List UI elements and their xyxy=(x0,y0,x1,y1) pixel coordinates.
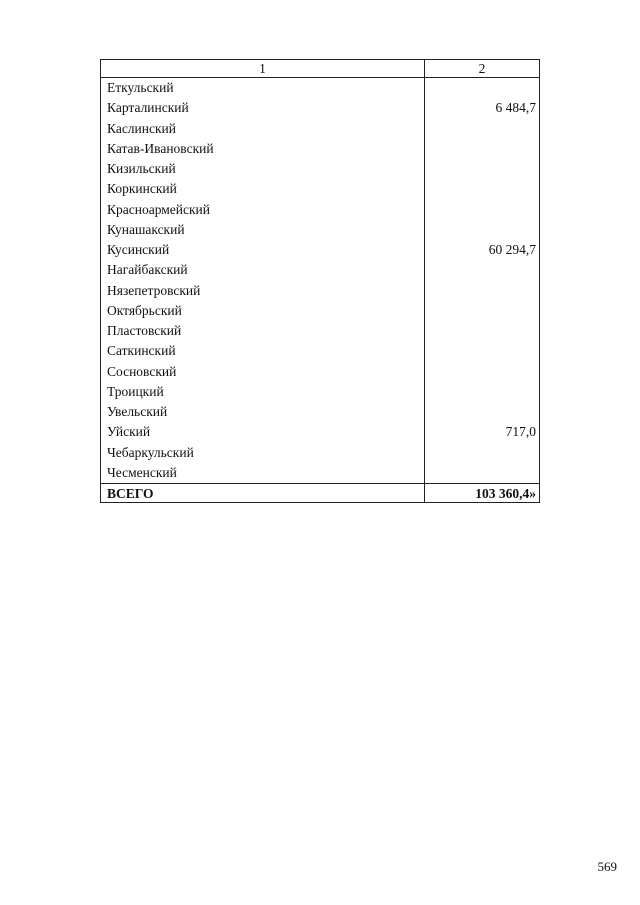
district-name: Кизильский xyxy=(101,159,425,179)
district-value xyxy=(425,78,540,99)
district-value xyxy=(425,119,540,139)
table-row xyxy=(101,240,540,260)
table-row xyxy=(101,220,540,240)
table-row xyxy=(101,159,540,179)
district-name: Саткинский xyxy=(101,341,425,361)
district-name: Чебаркульский xyxy=(101,443,425,463)
data-table xyxy=(100,59,540,503)
district-name: Троицкий xyxy=(101,382,425,402)
table-row xyxy=(101,119,540,139)
table-row xyxy=(101,321,540,341)
district-value xyxy=(425,443,540,463)
district-value xyxy=(425,301,540,321)
district-name: Катав-Ивановский xyxy=(101,139,425,159)
table-row xyxy=(101,422,540,442)
district-value xyxy=(425,463,540,484)
district-value xyxy=(425,200,540,220)
district-name: Нагайбакский xyxy=(101,260,425,280)
table-row xyxy=(101,382,540,402)
district-name: Нязепетровский xyxy=(101,281,425,301)
district-name: Каслинский xyxy=(101,119,425,139)
district-name: Чесменский xyxy=(101,463,425,484)
table-row xyxy=(101,341,540,361)
district-name: Коркинский xyxy=(101,179,425,199)
table-row xyxy=(101,98,540,118)
district-value xyxy=(425,362,540,382)
table-header-row xyxy=(101,60,540,78)
district-name: Увельский xyxy=(101,402,425,422)
table-row xyxy=(101,260,540,280)
district-name: Карталинский xyxy=(101,98,425,118)
district-name: Кусинский xyxy=(101,240,425,260)
total-value: 103 360,4» xyxy=(425,484,540,503)
district-value xyxy=(425,179,540,199)
table-row xyxy=(101,139,540,159)
total-label: ВСЕГО xyxy=(101,484,425,503)
district-name: Сосновский xyxy=(101,362,425,382)
district-name: Кунашакский xyxy=(101,220,425,240)
district-value xyxy=(425,321,540,341)
page-number: 569 xyxy=(597,859,617,874)
district-value xyxy=(425,159,540,179)
district-value xyxy=(425,341,540,361)
district-value xyxy=(425,402,540,422)
table-row xyxy=(101,362,540,382)
table-row xyxy=(101,78,540,99)
district-value xyxy=(425,260,540,280)
column-header-2: 2 xyxy=(425,60,540,78)
total-row xyxy=(101,484,540,503)
table-row xyxy=(101,301,540,321)
table-row xyxy=(101,281,540,301)
table-row xyxy=(101,443,540,463)
district-name: Красноармейский xyxy=(101,200,425,220)
table-row xyxy=(101,200,540,220)
table-row xyxy=(101,463,540,484)
district-name: Пластовский xyxy=(101,321,425,341)
district-value xyxy=(425,220,540,240)
district-value xyxy=(425,281,540,301)
district-value: 60 294,7 xyxy=(425,240,540,260)
district-name: Уйский xyxy=(101,422,425,442)
table-row xyxy=(101,179,540,199)
district-value xyxy=(425,139,540,159)
district-value: 717,0 xyxy=(425,422,540,442)
district-name: Октябрьский xyxy=(101,301,425,321)
table-row xyxy=(101,402,540,422)
column-header-1: 1 xyxy=(101,60,425,78)
district-name: Еткульский xyxy=(101,78,425,99)
district-value: 6 484,7 xyxy=(425,98,540,118)
district-value xyxy=(425,382,540,402)
